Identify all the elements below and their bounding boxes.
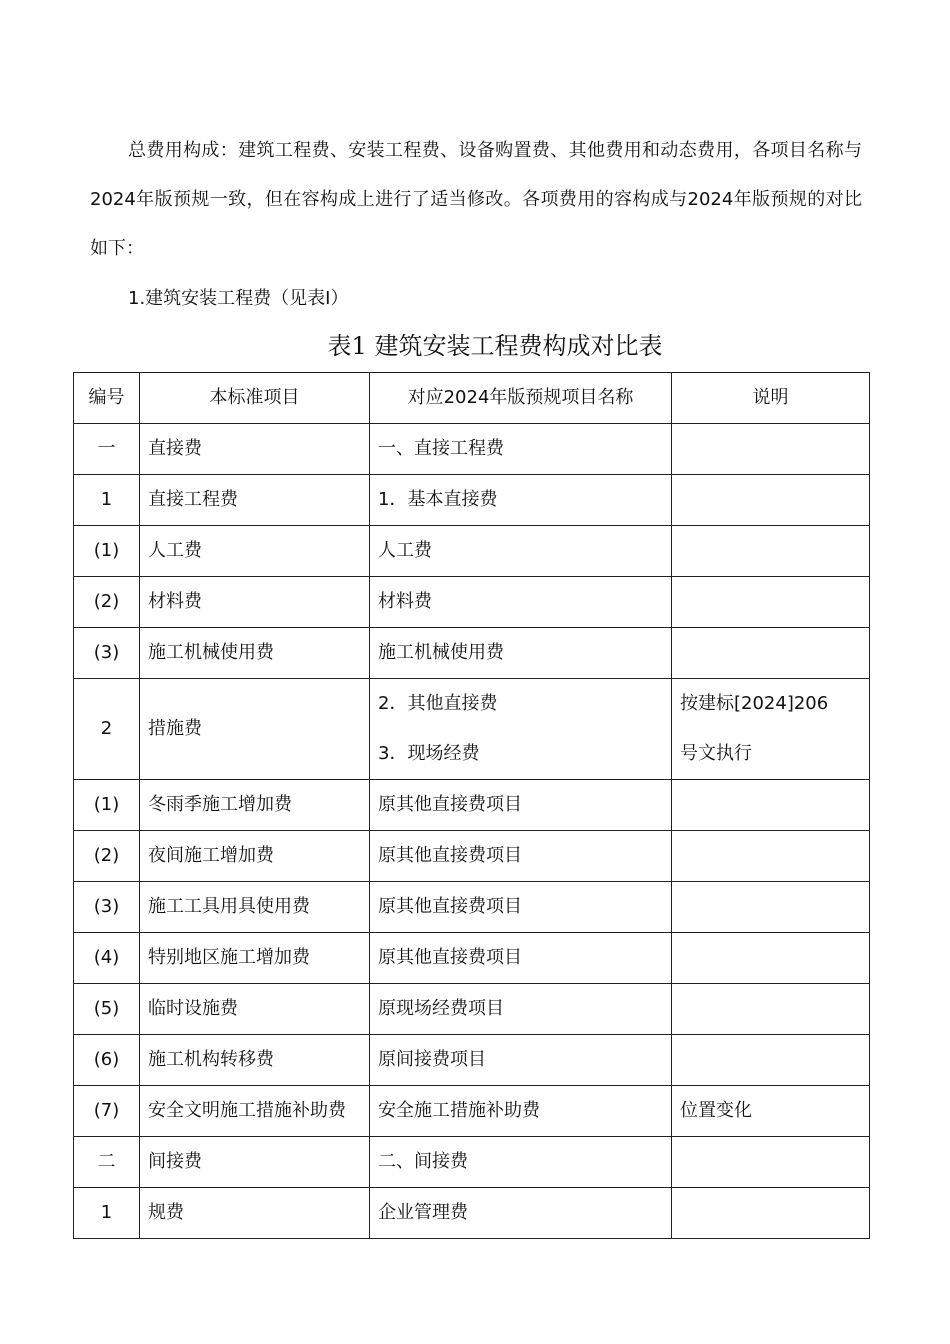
table-row	[74, 628, 870, 679]
table-header-row	[74, 373, 870, 424]
table-title: 表1 建筑安装工程费构成对比表	[327, 332, 663, 360]
note	[672, 679, 870, 780]
note	[672, 780, 870, 831]
table-row	[74, 679, 870, 730]
table-row	[74, 831, 870, 882]
table-row	[74, 424, 870, 475]
section-heading: 1.建筑安装工程费（见表Ⅰ）	[128, 288, 349, 309]
table-row	[74, 780, 870, 831]
table-row	[74, 882, 870, 933]
standard-item: 措施费	[140, 679, 370, 780]
standard-item: 直接工程费	[140, 475, 370, 526]
previous-item: 原间接费项目	[370, 1035, 672, 1086]
row-number: (3)	[74, 628, 140, 679]
row-number: 1	[74, 475, 140, 526]
table-row	[74, 475, 870, 526]
note	[672, 984, 870, 1035]
previous-item: 安全施工措施补助费	[370, 1086, 672, 1137]
cost-comparison-table	[73, 372, 870, 1239]
intro-paragraph: 总费用构成：建筑工程费、安装工程费、设备购置费、其他费用和动态费用，各项目名称与2024年版预规一致，但在容构成上进行了适当修改。各项费用的容构成与2024年版预规的对比如下：	[90, 140, 862, 259]
standard-item: 施工工具用具使用费	[140, 882, 370, 933]
row-number: (4)	[74, 933, 140, 984]
previous-item: 2．其他直接费	[370, 679, 672, 730]
table-row	[74, 1137, 870, 1188]
standard-item: 间接费	[140, 1137, 370, 1188]
note	[672, 577, 870, 628]
note	[672, 1035, 870, 1086]
standard-item: 安全文明施工措施补助费	[140, 1086, 370, 1137]
standard-item: 材料费	[140, 577, 370, 628]
standard-item: 特别地区施工增加费	[140, 933, 370, 984]
row-number: 1	[74, 1188, 140, 1239]
standard-item: 规费	[140, 1188, 370, 1239]
row-number: (1)	[74, 780, 140, 831]
note	[672, 1137, 870, 1188]
previous-item: 企业管理费	[370, 1188, 672, 1239]
row-number: (2)	[74, 831, 140, 882]
standard-item: 施工机构转移费	[140, 1035, 370, 1086]
header-cell-previous-item: 对应2024年版预规项目名称	[370, 373, 672, 424]
previous-item: 材料费	[370, 577, 672, 628]
previous-item: 3．现场经费	[370, 729, 672, 780]
table-row	[74, 1188, 870, 1239]
previous-item: 原其他直接费项目	[370, 831, 672, 882]
note-line: 按建标[2024]206	[680, 693, 829, 714]
table-row	[74, 1035, 870, 1086]
table-row	[74, 984, 870, 1035]
header-cell-note: 说明	[672, 373, 870, 424]
row-number: 2	[74, 679, 140, 780]
previous-item: 原其他直接费项目	[370, 933, 672, 984]
standard-item: 冬雨季施工增加费	[140, 780, 370, 831]
previous-item: 1．基本直接费	[370, 475, 672, 526]
note	[672, 831, 870, 882]
header-cell-number: 编号	[74, 373, 140, 424]
standard-item: 直接费	[140, 424, 370, 475]
row-number: (3)	[74, 882, 140, 933]
table-row	[74, 526, 870, 577]
table-row	[74, 933, 870, 984]
standard-item: 临时设施费	[140, 984, 370, 1035]
standard-item: 夜间施工增加费	[140, 831, 370, 882]
note	[672, 526, 870, 577]
previous-item: 施工机械使用费	[370, 628, 672, 679]
row-number: (1)	[74, 526, 140, 577]
previous-item: 人工费	[370, 526, 672, 577]
row-number: (5)	[74, 984, 140, 1035]
note	[672, 933, 870, 984]
header-cell-standard-item: 本标准项目	[140, 373, 370, 424]
row-number: 二	[74, 1137, 140, 1188]
note	[672, 1188, 870, 1239]
note	[672, 628, 870, 679]
previous-item: 原现场经费项目	[370, 984, 672, 1035]
previous-item: 二、间接费	[370, 1137, 672, 1188]
table-row	[74, 1086, 870, 1137]
note	[672, 424, 870, 475]
table-row	[74, 577, 870, 628]
note	[672, 882, 870, 933]
standard-item: 人工费	[140, 526, 370, 577]
note: 位置变化	[672, 1086, 870, 1137]
note-line: 号文执行	[680, 743, 752, 764]
row-number: (7)	[74, 1086, 140, 1137]
row-number: 一	[74, 424, 140, 475]
previous-item: 原其他直接费项目	[370, 882, 672, 933]
note	[672, 475, 870, 526]
previous-item: 一、直接工程费	[370, 424, 672, 475]
standard-item: 施工机械使用费	[140, 628, 370, 679]
row-number: (6)	[74, 1035, 140, 1086]
previous-item: 原其他直接费项目	[370, 780, 672, 831]
row-number: (2)	[74, 577, 140, 628]
